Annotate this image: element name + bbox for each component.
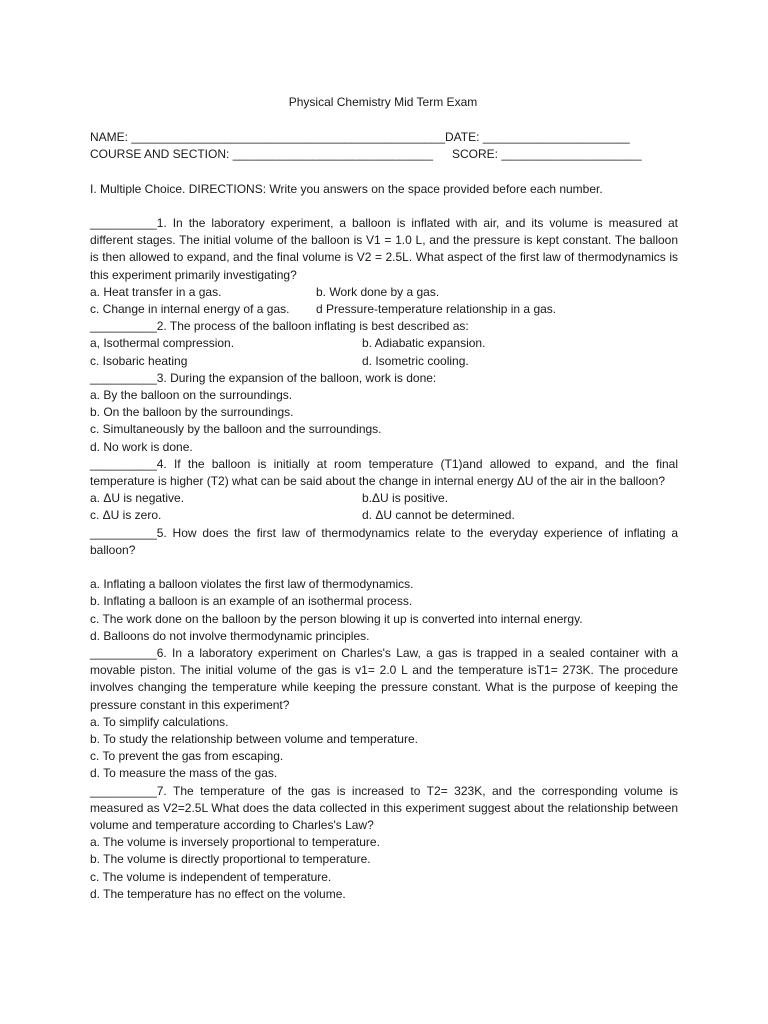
choice-6b: b. To study the relationship between volume and temperature. [90,732,418,747]
header-fields [90,129,678,163]
question-4-text: __________4. If the balloon is initially at room temperature (T1)and allowed to expand, and the final temperature is higher (T2) what can be said about the change in internal energy ΔU of the air in the balloon? [90,456,678,489]
choice-6d: d. To measure the mass of the gas. [90,766,278,781]
choice-2d: d. Isometric cooling. [362,353,469,368]
choice-7d: d. The temperature has no effect on the volume. [90,886,346,901]
choice-1b: b. Work done by a gas. [316,284,440,299]
choice-4b: b.ΔU is positive. [362,491,449,506]
choice-3d: d. No work is done. [90,439,193,454]
question-5-text: __________5. How does the first law of thermodynamics relate to the everyday experience of inflating a balloon? [90,525,678,557]
date-field[interactable]: DATE: ______________________ [445,130,630,144]
choice-5b: b. Inflating a balloon is an example of an isothermal process. [90,594,413,609]
choice-2c: c. Isobaric heating [90,353,188,368]
question-1-choices-row-2 [90,301,678,318]
header-row-2 [90,146,678,163]
choice-1a: a. Heat transfer in a gas. [90,284,222,299]
choice-6a: a. To simplify calculations. [90,714,229,729]
course-field[interactable]: COURSE AND SECTION: ______________________________ [90,147,433,162]
question-2-choices-row-2 [90,353,678,370]
header-row-1 [90,129,678,146]
choice-5a: a. Inflating a balloon violates the first law of thermodynamics. [90,577,414,592]
choice-2b: b. Adiabatic expansion. [362,336,486,351]
question-4-choices-row-2 [90,507,678,524]
choice-5c: c. The work done on the balloon by the person blowing it up is converted into internal energy. [90,611,583,626]
question-2-choices-row-1 [90,335,678,352]
question-6-text: __________6. In a laboratory experiment on Charles's Law, a gas is trapped in a sealed container with a movable piston. The initial volume of the gas is v1= 2.0 L and the temperature isT1= 273K. The procedure involves changing the temperature while keeping the pressure constant. What is the purpose of keeping the pressure constant in this experiment? [90,646,678,712]
choice-6c: c. To prevent the gas from escaping. [90,749,284,764]
choice-3c: c. Simultaneously by the balloon and the surroundings. [90,422,382,437]
choice-7a: a. The volume is inversely proportional to temperature. [90,835,380,850]
question-7-text: __________7. The temperature of the gas is increased to T2= 323K, and the corresponding volume is measured as V2=2.5L What does the data collected in this experiment suggest about the relationship between volume and temperature according to Charles's Law? [90,783,678,833]
choice-2a: a, Isothermal compression. [90,336,235,351]
score-field[interactable]: SCORE: _____________________ [452,147,642,162]
question-2-text: __________2. The process of the balloon inflating is best described as: [90,319,469,334]
directions: I. Multiple Choice. DIRECTIONS: Write you answers on the space provided before each number. [90,181,603,196]
choice-7b: b. The volume is directly proportional to temperature. [90,852,371,867]
name-field[interactable]: NAME: _______________________________________________ [90,130,446,144]
question-3-text: __________3. During the expansion of the balloon, work is done: [90,370,437,385]
choice-3b: b. On the balloon by the surroundings. [90,405,294,420]
choice-1c: c. Change in internal energy of a gas. [90,302,290,316]
choice-4c: c. ΔU is zero. [90,508,162,523]
question-1-choices-row-1 [90,284,678,301]
exam-page [90,94,678,903]
choice-3a: a. By the balloon on the surroundings. [90,388,293,403]
question-4-choices-row-1 [90,490,678,507]
choice-5d: d. Balloons do not involve thermodynamic principles. [90,628,370,643]
question-1-text: __________1. In the laboratory experiment, a balloon is inflated with air, and its volume is measured at different stages. The initial volume of the balloon is V1 = 1.0 L, and the pressure is kept constant. The balloon is then allowed to expand, and the final volume is V2 = 2.5L. What aspect of the first law of thermodynamics is this experiment primarily investigating? [90,215,678,282]
choice-7c: c. The volume is independent of temperature. [90,869,332,884]
page-title: Physical Chemistry Mid Term Exam [288,95,478,109]
choice-1d: d Pressure-temperature relationship in a gas. [316,302,557,316]
choice-4a: a. ΔU is negative. [90,491,185,506]
choice-4d: d. ΔU cannot be determined. [362,508,515,523]
